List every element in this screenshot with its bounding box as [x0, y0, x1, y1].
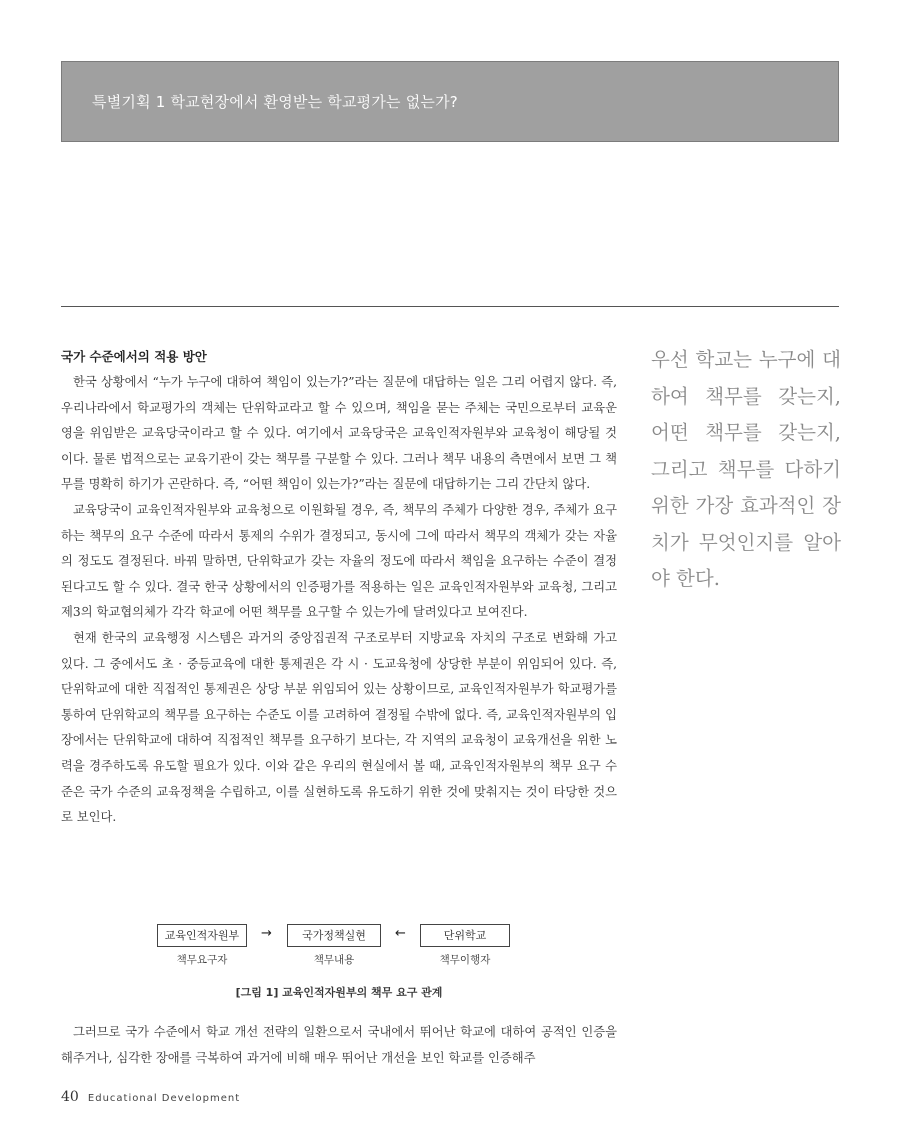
left-arrow-icon: ←: [395, 926, 406, 941]
right-arrow-icon: →: [261, 926, 272, 941]
figure-sub-label: 책무이행자: [439, 954, 491, 966]
article-body-continued: [61, 1020, 617, 1071]
pull-quote: 우선 학교는 누구에 대하여 책무를 갖는지, 어떤 책무를 갖는지, 그리고 책무를 다하기 위한 가장 효과적인 장치가 무엇인지를 알아야 한다.: [651, 348, 841, 590]
banner-title: 특별기획 1 학교현장에서 환영받는 학교평가는 없는가?: [92, 93, 458, 111]
figure-responsibility-relation: [61, 920, 617, 1005]
page-footer: [61, 1086, 240, 1105]
page-number: 40: [61, 1089, 79, 1105]
body-paragraph: 그러므로 국가 수준에서 학교 개선 전략의 일환으로서 국내에서 뛰어난 학교에 대하여 공적인 인증을 해주거나, 심각한 장애를 극복하여 과거에 비해 매우 뛰어난 개선을 보인 학교를 인증해주: [61, 1025, 617, 1065]
header-banner: [61, 61, 839, 142]
body-paragraph: 한국 상황에서 “누가 누구에 대하여 책임이 있는가?”라는 질문에 대답하는 일은 그리 어렵지 않다. 즉, 우리나라에서 학교평가의 객체는 단위학교라고 할 수 있으며, 책임을 묻는 주체는 국민으로부터 교육운영을 위임받은 교육당국이라고 할 수 있다. 여기에서 교육당국은 교육인적자원부와 교육청이 해당될 것이다. 물론 법적으로는 교육기관이 갖는 책무를 구분할 수 있다. 그러나 책무 내용의 측면에서 보면 그 책무를 명확히 하기가 곤란하다. 즉, “어떤 책임이 있는가?”라는 질문에 대답하기는 그리 간단치 않다.: [61, 375, 617, 492]
figure-caption: [그림 1] 교육인적자원부의 책무 요구 관계: [235, 986, 443, 999]
body-paragraph: 교육당국이 교육인적자원부와 교육청으로 이원화될 경우, 즉, 책무의 주체가 다양한 경우, 주체가 요구하는 책무의 요구 수준에 따라서 통제의 수위가 결정되고, 동시에 그에 따라서 책무의 객체가 갖는 자율의 정도도 결정된다. 바꿔 말하면, 단위학교가 갖는 자율의 정도에 따라서 책임을 요구하는 수준이 결정된다고도 할 수 있다. 결국 한국 상황에서의 인증평가를 적용하는 일은 교육인적자원부와 교육청, 그리고 제3의 학교협의체가 각각 학교에 어떤 책무를 요구할 수 있는가에 달려있다고 보여진다.: [61, 502, 617, 620]
body-paragraph: 현재 한국의 교육행정 시스템은 과거의 중앙집권적 구조로부터 지방교육 자치의 구조로 변화해 가고 있다. 그 중에서도 초 · 중등교육에 대한 통제권은 각 시 · 도교육청에 상당한 부분이 위임되어 있다. 즉, 단위학교에 대한 직접적인 통제권은 상당 부분 위임되어 있는 상황이므로, 교육인적자원부가 학교평가를 통하여 단위학교의 책무를 요구하는 수준도 이를 고려하여 결정될 수밖에 없다. 즉, 교육인적자원부의 입장에서는 단위학교에 대하여 직접적인 책무를 요구하기 보다는, 각 지역의 교육청이 교육개선을 위한 노력을 경주하도록 유도할 필요가 있다. 이와 같은 우리의 현실에서 볼 때, 교육인적자원부의 책무 요구 수준은 국가 수준의 교육정책을 수립하고, 이를 실현하도록 유도하기 위한 것에 맞춰지는 것이 타당한 것으로 보인다.: [61, 630, 617, 825]
figure-sub-label: 책무내용: [313, 954, 355, 966]
horizontal-rule: [61, 306, 839, 307]
figure-box-ministry: 교육인적자원부: [157, 924, 247, 947]
figure-box-school: 단위학교: [420, 924, 510, 947]
section-heading: 국가 수준에서의 적용 방안: [61, 349, 207, 364]
figure-box-policy: 국가정책실현: [287, 924, 381, 947]
article-body: [61, 370, 617, 831]
figure-sub-label: 책무요구자: [176, 954, 228, 966]
publication-name: Educational Development: [87, 1093, 241, 1104]
